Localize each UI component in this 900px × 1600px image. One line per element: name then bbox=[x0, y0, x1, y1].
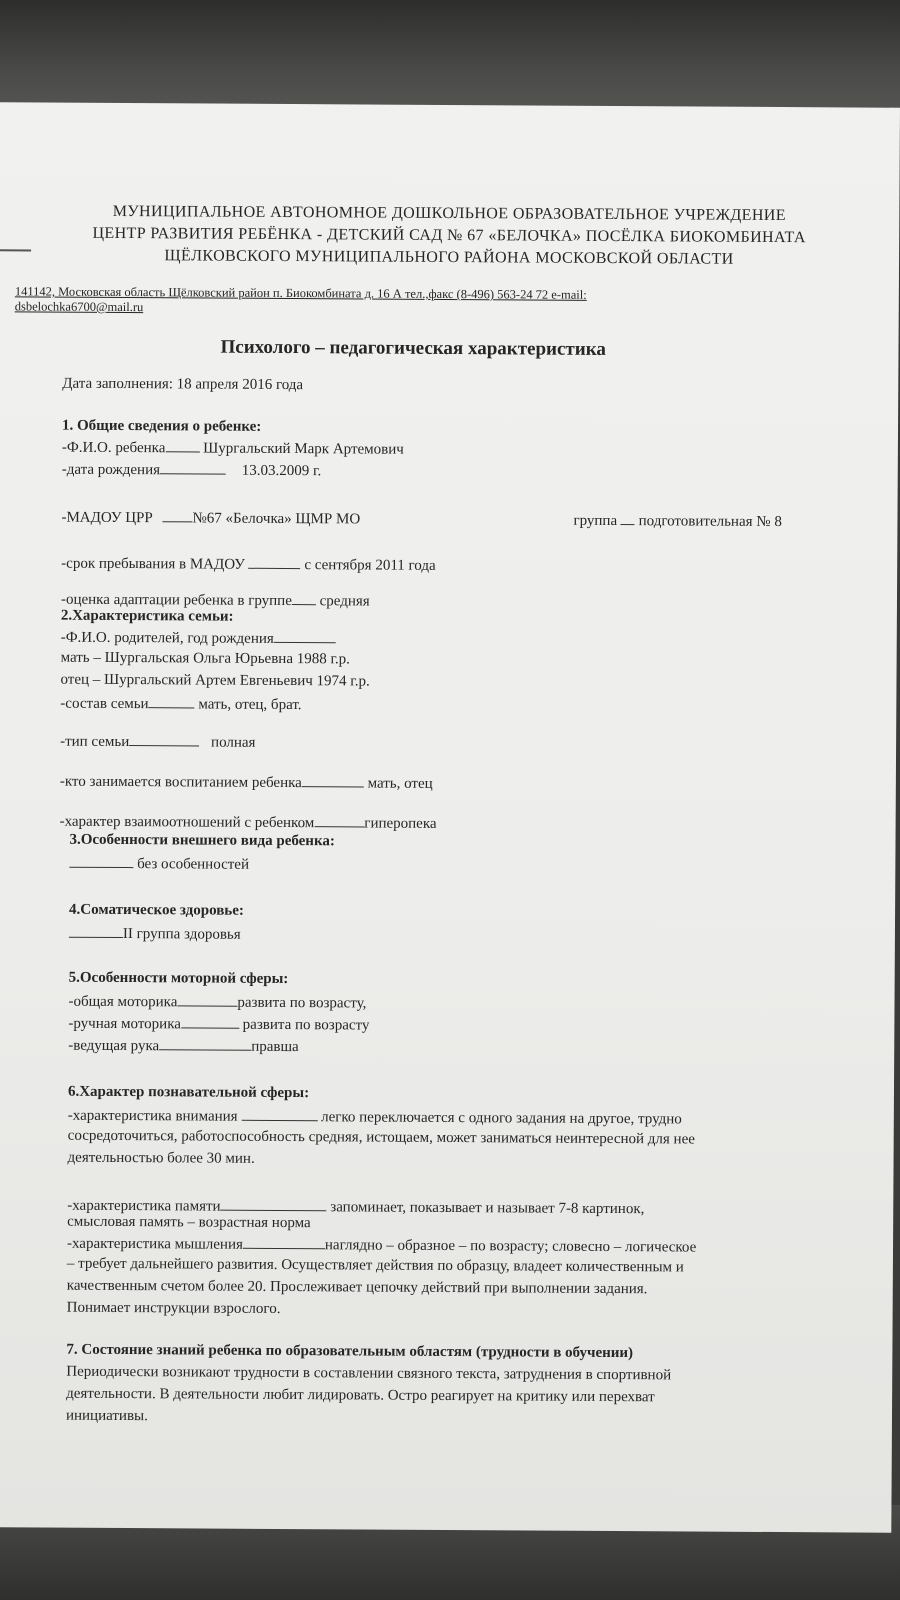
attention-label: -характеристика внимания bbox=[67, 1107, 238, 1125]
memory-label: -характеристика памяти bbox=[67, 1197, 221, 1215]
fill-line bbox=[160, 459, 226, 474]
fill-date: Дата заполнения: 18 апреля 2016 года bbox=[62, 375, 304, 394]
fill-line bbox=[162, 507, 192, 522]
child-name-row bbox=[62, 437, 404, 459]
section-2-heading: 2.Характеристика семьи: bbox=[60, 607, 234, 625]
fine-motor-row bbox=[68, 1013, 369, 1035]
adaptation-label: -оценка адаптации ребенка в группе bbox=[60, 591, 292, 610]
mother-line: мать – Шургальская Ольга Юрьевна 1988 г.р. bbox=[60, 649, 351, 668]
section-3-heading: 3.Особенности внешнего вида ребенка: bbox=[69, 831, 335, 850]
family-type-label: -тип семьи bbox=[60, 733, 130, 751]
kindergarten-row bbox=[61, 507, 360, 529]
gross-motor-value: развита по возрасту, bbox=[237, 994, 367, 1012]
thinking-text-3: качественным счетом более 20. Прослеживает цепочку действий при выполнении задания. bbox=[66, 1277, 648, 1298]
family-type-value: полная bbox=[211, 734, 256, 751]
org-name-line-3: ЩЁЛКОВСКОГО МУНИЦИПАЛЬНОГО РАЙОНА МОСКОВСКОЙ ОБЛАСТИ bbox=[164, 247, 734, 268]
section-7-heading: 7. Состояние знаний ребенка по образовательным областям (трудности в обучении) bbox=[66, 1341, 634, 1362]
fill-line bbox=[243, 1234, 325, 1250]
fine-motor-value: развита по возрасту bbox=[242, 1016, 370, 1034]
section-7-text-3: инициативы. bbox=[65, 1407, 148, 1425]
appearance-row bbox=[69, 853, 249, 874]
adaptation-value: средняя bbox=[319, 593, 370, 610]
fill-line bbox=[177, 991, 237, 1006]
address-line: 141142, Московская область Щёлковский район п. Биокомбината д. 16 А тел.,факс (8-496) 563-24 72 e-mail: bbox=[14, 284, 587, 302]
memory-text-2: смысловая память – возрастная норма bbox=[67, 1213, 311, 1232]
parents-row bbox=[61, 627, 336, 649]
family-composition-label: -состав семьи bbox=[60, 695, 149, 713]
appearance-value: без особенностей bbox=[137, 856, 250, 873]
upbringing-row bbox=[60, 771, 433, 793]
section-1-heading: 1. Общие сведения о ребенке: bbox=[61, 417, 262, 435]
document-title: Психолого – педагогическая характеристика bbox=[220, 336, 606, 360]
thinking-value: наглядно – образное – по возрасту; словесно – логическое bbox=[324, 1237, 697, 1256]
kindergarten-value: №67 «Белочка» ЩМР МО bbox=[192, 510, 361, 528]
thinking-text-2: – требует дальнейшего развития. Осуществляет действия по образцу, владеет количественным и bbox=[66, 1255, 684, 1276]
fill-line bbox=[69, 923, 123, 938]
parents-label: -Ф.И.О. родителей, год рождения bbox=[60, 629, 274, 647]
fill-line bbox=[302, 772, 364, 787]
fill-line bbox=[69, 853, 133, 868]
fill-line bbox=[241, 1106, 317, 1121]
stay-value: с сентября 2011 года bbox=[304, 557, 436, 574]
fine-motor-label: -ручная моторика bbox=[68, 1015, 182, 1033]
upbringing-value: мать, отец bbox=[367, 775, 433, 792]
section-7-text-1: Периодически возникают трудности в составлении связного текста, затруднения в спортивной bbox=[66, 1363, 672, 1384]
fill-line bbox=[274, 628, 336, 643]
fill-line bbox=[181, 1013, 239, 1028]
group-label: группа bbox=[573, 512, 618, 530]
group-row bbox=[573, 510, 782, 531]
thinking-row bbox=[67, 1233, 696, 1257]
fill-line bbox=[621, 510, 635, 525]
relationship-value: гиперопека bbox=[364, 815, 437, 832]
leading-hand-value: правша bbox=[251, 1038, 299, 1056]
stay-label: -срок пребывания в МАДОУ bbox=[61, 555, 245, 573]
relationship-row bbox=[60, 811, 437, 833]
father-line: отец – Шургальский Артем Евгеньевич 1974 г.р. bbox=[60, 671, 370, 690]
kindergarten-label: -МАДОУ ЦРР bbox=[61, 509, 153, 527]
org-name-line-2: ЦЕНТР РАЗВИТИЯ РЕБЁНКА - ДЕТСКИЙ САД № 67 «БЕЛОЧКА» ПОСЁЛКА БИОКОМБИНАТА bbox=[92, 224, 806, 247]
leading-hand-label: -ведущая рука bbox=[68, 1037, 160, 1055]
attention-text-2: сосредоточиться, работоспособность средняя, истощаем, может заниматься неинтересной для нее bbox=[67, 1127, 695, 1148]
relationship-label: -характер взаимоотношений с ребенком bbox=[59, 813, 315, 832]
attention-value: легко переключается с одного задания на другое, трудно bbox=[321, 1109, 682, 1128]
leading-hand-row bbox=[68, 1035, 299, 1056]
stay-row bbox=[61, 553, 436, 575]
fill-line bbox=[221, 1196, 327, 1212]
fill-line bbox=[129, 731, 199, 746]
section-6-heading: 6.Характер познавательной сферы: bbox=[67, 1083, 310, 1102]
birth-date-row bbox=[62, 459, 322, 481]
section-5-heading: 5.Особенности моторной сферы: bbox=[68, 969, 289, 988]
attention-row bbox=[68, 1105, 682, 1129]
birth-date-value: 13.03.2009 г. bbox=[241, 462, 322, 480]
child-name-label: -Ф.И.О. ребенка bbox=[61, 439, 166, 457]
fill-line bbox=[314, 812, 364, 827]
thinking-text-4: Понимает инструкции взрослого. bbox=[66, 1299, 281, 1317]
fill-line bbox=[249, 554, 301, 569]
section-4-heading: 4.Соматическое здоровье: bbox=[69, 901, 244, 919]
child-name-value: Шургальский Марк Артемович bbox=[203, 440, 404, 458]
thinking-label: -характеристика мышления bbox=[66, 1235, 243, 1253]
health-value: II группа здоровья bbox=[122, 926, 241, 943]
org-name-line-1: МУНИЦИПАЛЬНОЕ АВТОНОМНОЕ ДОШКОЛЬНОЕ ОБРАЗОВАТЕЛЬНОЕ УЧРЕЖДЕНИЕ bbox=[112, 202, 786, 225]
gross-motor-label: -общая моторика bbox=[68, 993, 178, 1011]
memory-value: запоминает, показывает и называет 7-8 картинок, bbox=[330, 1199, 645, 1218]
fill-line bbox=[292, 590, 316, 605]
family-type-row bbox=[60, 731, 255, 752]
email-line: dsbelochka6700@mail.ru bbox=[14, 299, 144, 315]
family-composition-value: мать, отец, брат. bbox=[198, 696, 302, 714]
fill-line bbox=[159, 1035, 251, 1051]
gross-motor-row bbox=[68, 991, 366, 1013]
health-row bbox=[69, 923, 241, 944]
fill-line bbox=[165, 437, 199, 452]
attention-text-3: деятельностью более 30 мин. bbox=[67, 1149, 255, 1167]
section-7-text-2: деятельности. В деятельности любит лидировать. Остро реагирует на критику или перехват bbox=[66, 1385, 655, 1406]
upbringing-label: -кто занимается воспитанием ребенка bbox=[59, 773, 302, 792]
fill-line bbox=[149, 693, 195, 708]
family-composition-row bbox=[60, 693, 301, 714]
birth-date-label: -дата рождения bbox=[61, 461, 161, 479]
document-sheet bbox=[0, 102, 900, 1532]
group-value: подготовительная № 8 bbox=[638, 513, 782, 531]
